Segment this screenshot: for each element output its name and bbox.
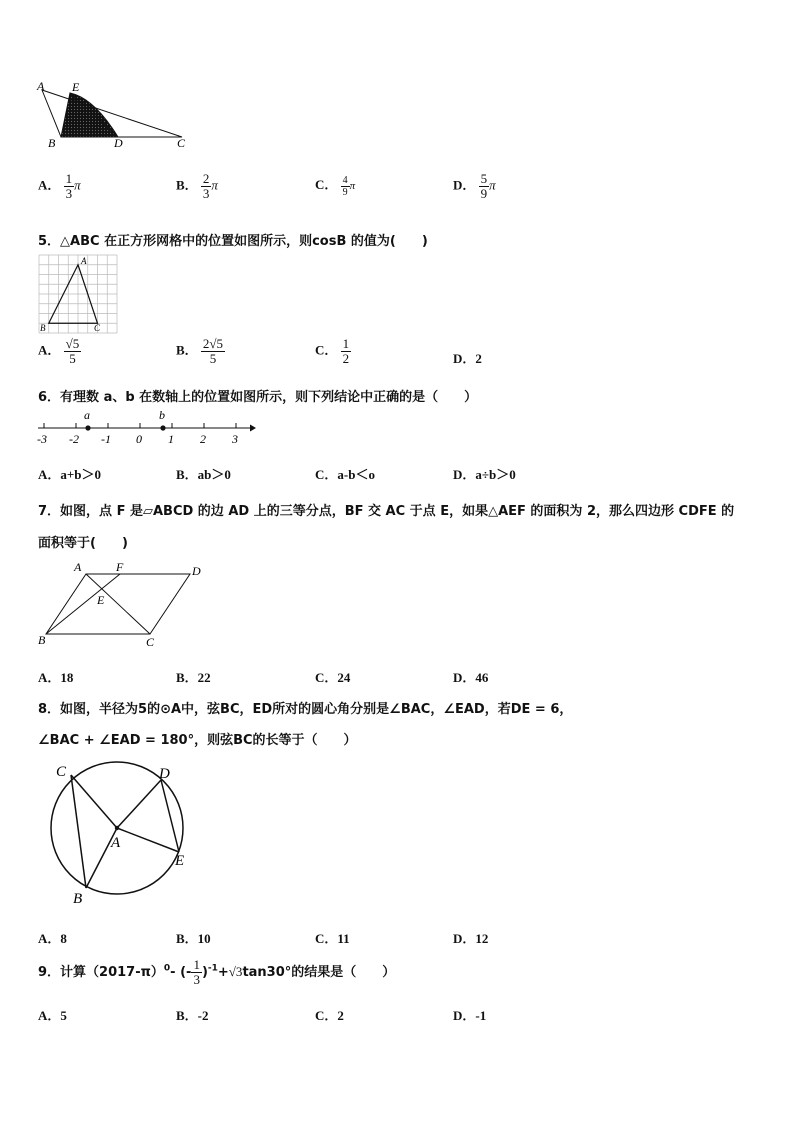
q7-label-e: E (97, 593, 105, 607)
q6-tick-label: 2 (200, 432, 206, 446)
q5-label-a: A (81, 256, 87, 266)
q8-label-d: D (159, 766, 170, 782)
q9-plus: + (217, 965, 229, 980)
q4-option-c[interactable]: C． $\frac{4}{9}$ π (315, 174, 356, 198)
q7-option-b[interactable]: B．22 (176, 670, 211, 685)
q6-option-c[interactable]: C．a-b＜o (315, 467, 375, 482)
q4-option-d[interactable]: D． $\frac{5}{9}$ π (453, 171, 496, 201)
q5-option-d-value: 2 (475, 351, 482, 366)
q9-minus: - (- (170, 965, 192, 980)
q5-option-c[interactable] (315, 337, 351, 366)
q4-option-a-letter: A． (38, 177, 61, 193)
q4-figure (34, 78, 194, 150)
q4-label-c: C (177, 136, 186, 150)
q4-option-b-letter: B． (176, 177, 198, 193)
q6-option-a[interactable]: A．a+b＞0 (38, 467, 102, 482)
q9-sqrt3: √3 (228, 964, 243, 979)
q8-circle-figure (40, 758, 200, 908)
q8-chord-bc (71, 775, 86, 888)
q5-option-a[interactable] (38, 337, 81, 366)
q5-option-c-letter: C． (315, 342, 338, 358)
q5-option-d-letter: D． (453, 351, 476, 366)
q4-option-c-letter: C． (315, 177, 338, 192)
q6-tick-label: -1 (101, 432, 111, 446)
q7-label-a: A (74, 560, 82, 574)
q4-label-d: D (114, 136, 123, 150)
q8-option-d[interactable]: D．12 (453, 931, 489, 946)
q7-diagonal-ac (86, 574, 150, 634)
q9-option-d[interactable]: D．-1 (453, 1008, 487, 1023)
q7-option-d[interactable]: D．46 (453, 670, 489, 685)
q8-radius-ae (117, 828, 179, 852)
q4-option-d-letter: D． (453, 177, 476, 193)
q6-number-line (34, 406, 256, 448)
q8-stem-line2: ∠BAC + ∠EAD = 180°，则弦BC的长等于（ ） (38, 733, 357, 748)
q7-stem-line1: 7．如图，点 F 是▱ABCD 的边 AD 上的三等分点，BF 交 AC 于点 E，如果△AEF 的面积为 2，那么四边形 CDFE 的 (38, 504, 735, 519)
q8-chord-de (161, 780, 179, 852)
q9-option-c[interactable]: C．2 (315, 1008, 344, 1023)
q8-label-e: E (175, 853, 185, 869)
q5-option-b[interactable] (176, 337, 225, 366)
q8-stem-line1: 8．如图，半径为5的⊙A中，弦BC，ED所对的圆心角分别是∠BAC，∠EAD，若DE = 6， (38, 702, 573, 717)
q7-parallelogram-figure (34, 560, 206, 652)
q9-exponent-neg-one: -1 (207, 963, 218, 974)
q9-fraction: $\frac{1}{3}$ (193, 957, 200, 987)
q8-label-c: C (56, 764, 67, 780)
q7-option-a[interactable]: A．18 (38, 670, 74, 685)
q7-label-d: D (192, 564, 201, 578)
q8-label-b: B (73, 891, 83, 907)
q6-tick-label: 3 (232, 432, 238, 446)
q5-stem: 5．△ABC 在正方形网格中的位置如图所示，则cosB 的值为( ) (38, 234, 428, 249)
q6-stem: 6．有理数 a、b 在数轴上的位置如图所示，则下列结论中正确的是（ ） (38, 390, 478, 405)
q7-segment-bf (46, 574, 120, 634)
q6-option-d[interactable]: D．a÷b＞0 (453, 467, 516, 482)
q7-label-b: B (38, 633, 46, 647)
q7-label-c: C (146, 635, 155, 649)
q4-option-c-fraction: $\frac{4}{9}$ (342, 174, 348, 198)
q8-option-c[interactable]: C．11 (315, 931, 350, 946)
q9-option-b[interactable]: B．-2 (176, 1008, 209, 1023)
q5-label-c: C (94, 323, 101, 333)
q6-option-b[interactable]: B．ab＞0 (176, 467, 231, 482)
q6-axis-arrow (250, 425, 256, 432)
q8-radius-ad (117, 780, 161, 828)
q5-option-a-letter: A． (38, 342, 61, 358)
q5-grid-figure (37, 253, 119, 335)
q5-label-b: B (40, 323, 46, 333)
q4-option-b[interactable]: B． $\frac{2}{3}$ π (176, 171, 218, 201)
q6-tick-label: 0 (136, 432, 142, 446)
q4-label-b: B (48, 136, 56, 150)
q6-point-b (160, 425, 165, 430)
q8-option-b[interactable]: B．10 (176, 931, 211, 946)
q9-option-a[interactable]: A．5 (38, 1008, 67, 1023)
q6-label-b: b (159, 408, 165, 422)
q5-option-c-fraction: $\frac{1}{2}$ (342, 336, 350, 366)
q9-exponent-zero: 0 (163, 963, 171, 974)
q5-option-b-letter: B． (176, 342, 198, 358)
q6-label-a: a (84, 408, 90, 422)
q4-label-a: A (37, 79, 45, 93)
q7-label-f: F (116, 560, 124, 574)
q9-tail: tan30°的结果是（ ） (242, 965, 396, 980)
q8-option-a[interactable]: A．8 (38, 931, 67, 946)
q8-label-a: A (111, 835, 121, 851)
q4-option-d-fraction: $\frac{5}{9}$ (480, 171, 488, 201)
q4-option-b-fraction: $\frac{2}{3}$ (202, 171, 210, 201)
q5-option-d[interactable] (453, 348, 482, 367)
q7-option-c[interactable]: C．24 (315, 670, 351, 685)
q8-center-point (115, 826, 119, 830)
q9-close-paren: ) (201, 965, 208, 980)
q5-option-b-fraction: $\frac{2√5}{5}$ (202, 336, 224, 366)
q6-tick-label: 1 (168, 432, 174, 446)
q6-tick-label: -2 (69, 432, 79, 446)
q4-label-e: E (72, 80, 80, 94)
q5-option-a-fraction: $\frac{√5}{5}$ (65, 336, 80, 366)
q9-stem (38, 958, 395, 987)
q7-stem-line2: 面积等于( ) (38, 536, 128, 551)
q4-option-a[interactable]: A． $\frac{1}{3}$ π (38, 171, 81, 201)
q4-option-a-fraction: $\frac{1}{3}$ (65, 171, 73, 201)
q8-radius-ac (71, 775, 117, 828)
q6-point-a (85, 425, 90, 430)
q6-tick-label: -3 (37, 432, 47, 446)
q9-stem-prefix: 9．计算（2017-π） (38, 965, 164, 980)
